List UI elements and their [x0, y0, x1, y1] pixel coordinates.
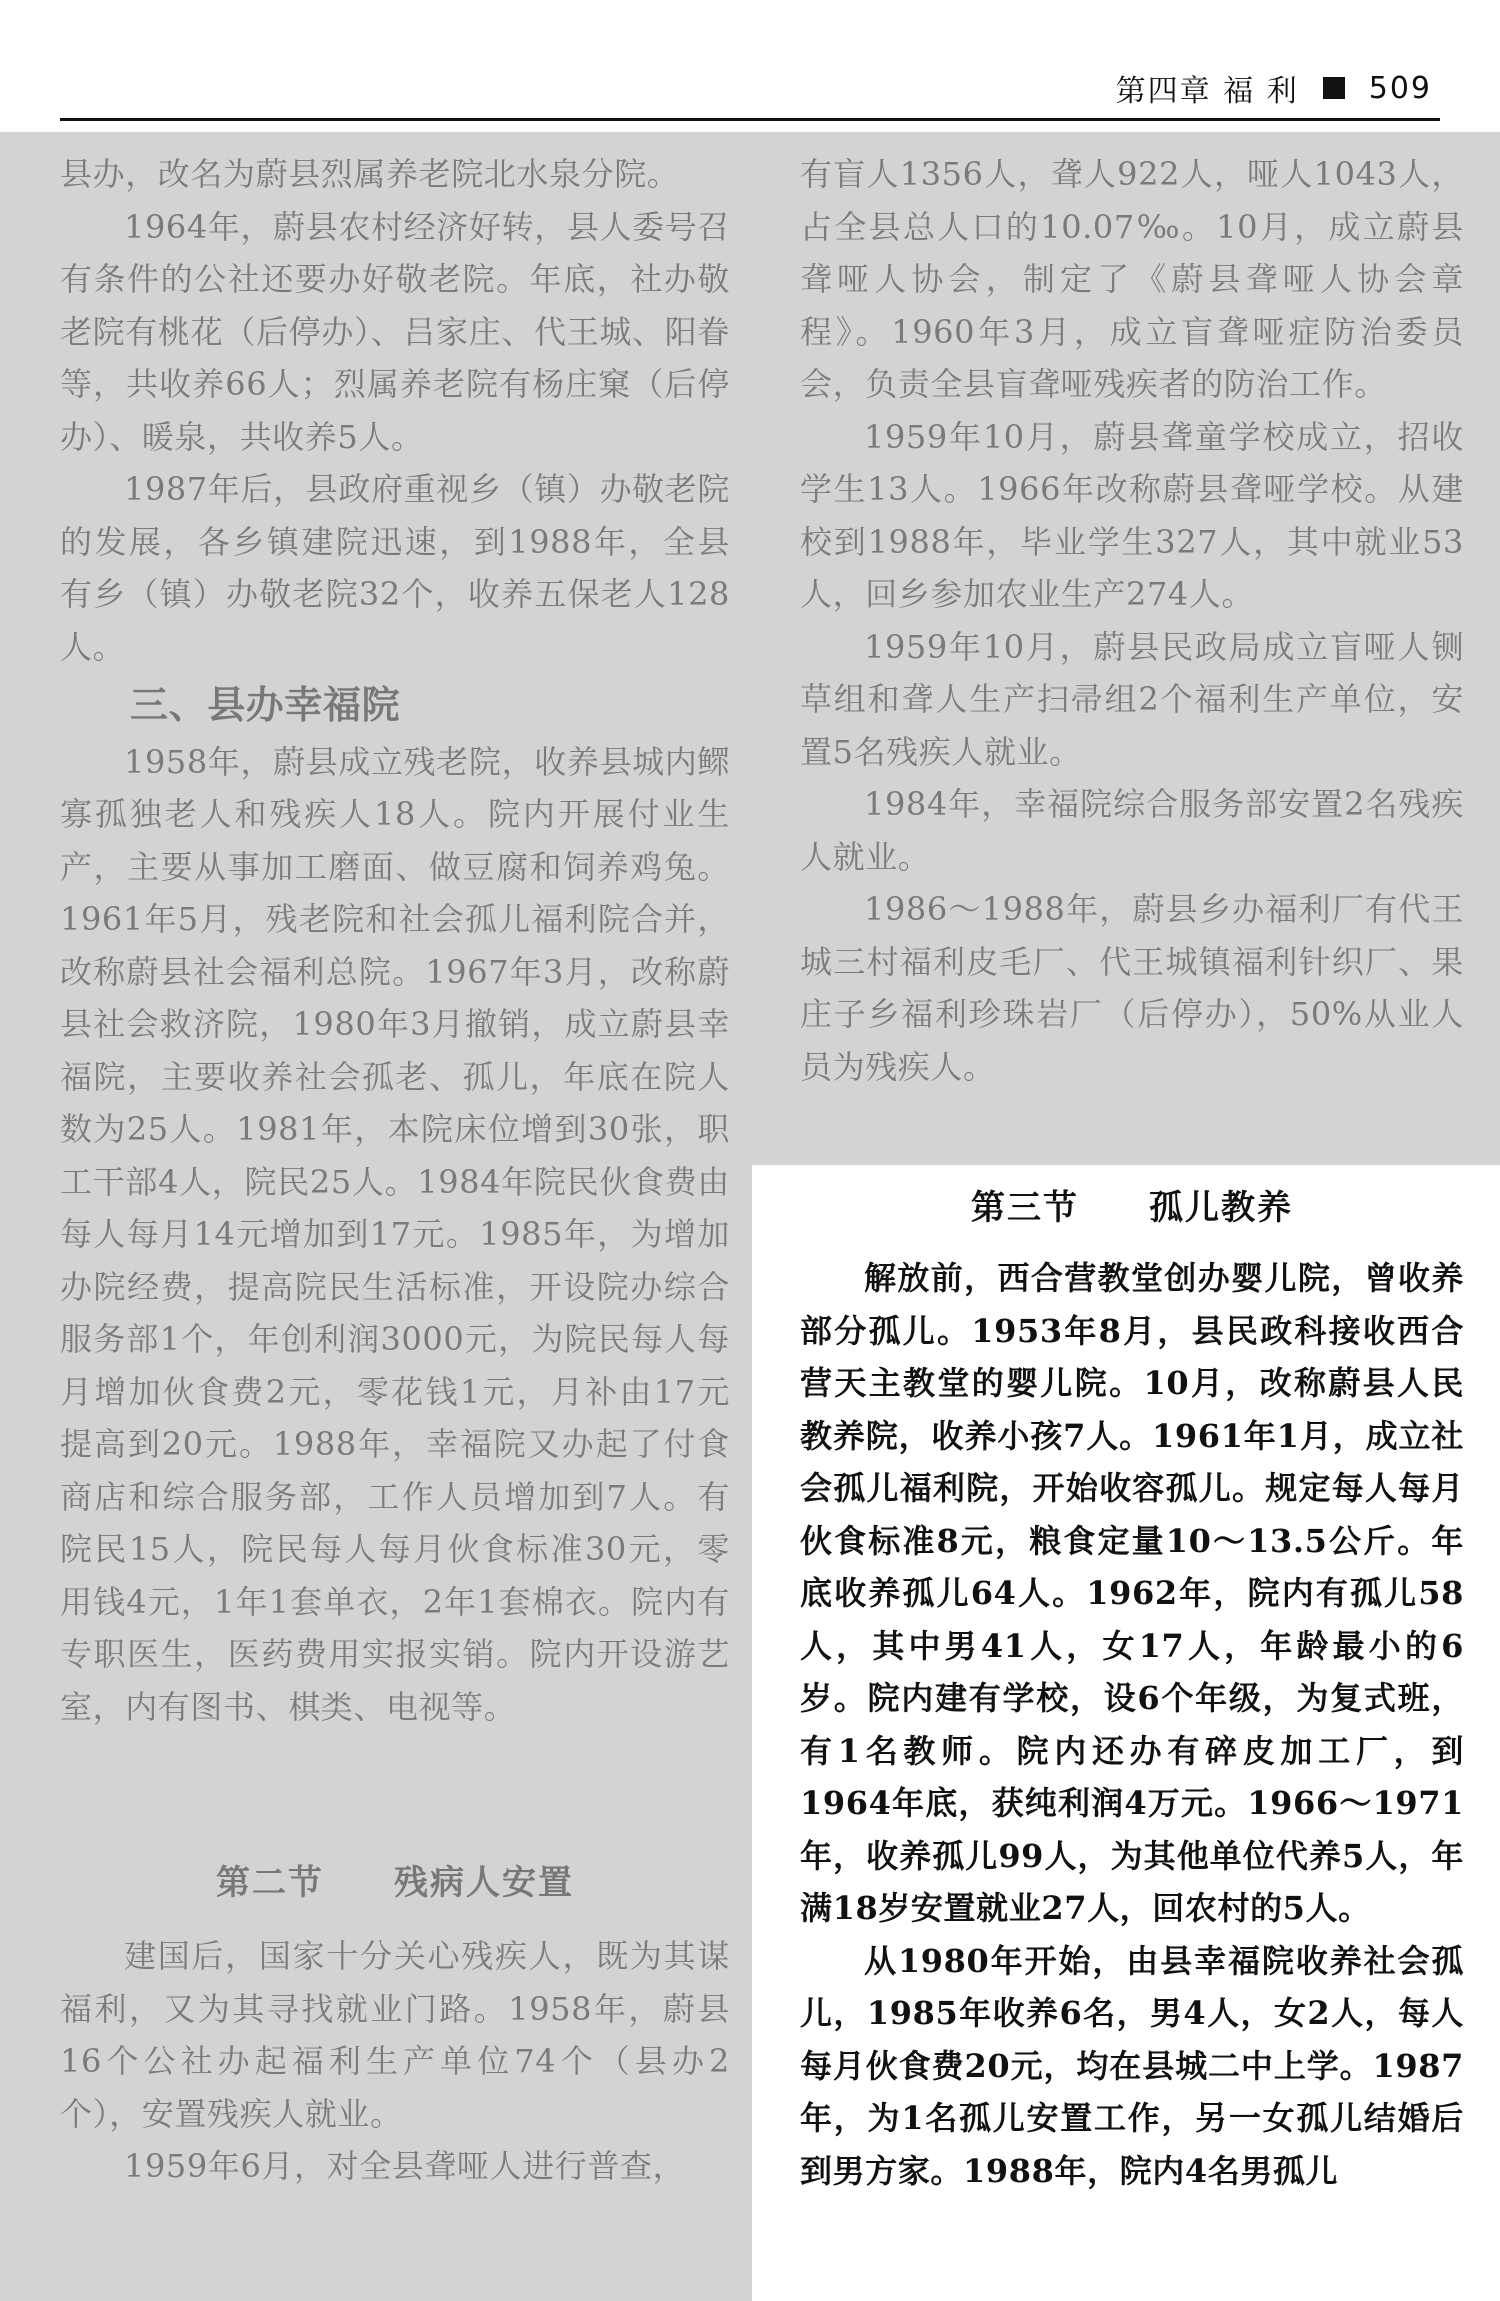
paragraph: 1986～1988年，蔚县乡办福利厂有代王城三村福利皮毛厂、代王城镇福利针织厂、果庄子乡福利珍珠岩厂（后停办），50%从业人员为残疾人。 [800, 890, 1464, 1086]
paragraph: 建国后，国家十分关心残疾人，既为其谋福利，又为其寻找就业门路。1958年，蔚县16个公社办起福利生产单位74个（县办2个），安置残疾人就业。 [60, 1937, 730, 2133]
section-number: 第三节 [971, 1188, 1079, 1228]
page-header [0, 0, 1500, 132]
section-name: 孤儿教养 [1149, 1188, 1293, 1228]
paragraph: 1964年，蔚县农村经济好转，县人委号召有条件的公社还要办好敬老院。年底，社办敬老院有桃花（后停办）、吕家庄、代王城、阳眷等，共收养66人；烈属养老院有杨庄窠（后停办）、暖泉，共收养5人。 [60, 207, 730, 456]
paragraph: 1958年，蔚县成立残老院，收养县城内鳏寡孤独老人和残疾人18人。院内开展付业生产，主要从事加工磨面、做豆腐和饲养鸡兔。1961年5月，残老院和社会孤儿福利院合并，改称蔚县社会福利总院。1967年3月，改称蔚县社会救济院，1980年3月撤销，成立蔚县幸福院，主要收养社会孤老、孤儿，年底在院人数为25人。1981年，本院床位增到30张，职工干部4人，院民25人。1984年院民伙食费由每人每月14元增加到17元。1985年，为增加办院经费，提高院民生活标准，开设院办综合服务部1个，年创利润3000元，为院民每人每月增加伙食费2元，零花钱1元，月补由17元提高到20元。1988年，幸福院又办起了付食商店和综合服务部，工作人员增加到7人。有院民15人，院民每人每月伙食标准30元，零用钱4元，1年1套单衣，2年1套棉衣。院内有专职医生，医药费用实报实销。院内开设游艺室，内有图书、棋类、电视等。 [60, 742, 730, 1726]
right-column-top [800, 148, 1464, 1093]
section-title [800, 1180, 1464, 1229]
paragraph: 1959年10月，蔚县民政局成立盲哑人铡草组和聋人生产扫帚组2个福利生产单位，安置5名残疾人就业。 [800, 627, 1464, 771]
left-column [60, 148, 730, 1733]
paragraph: 1959年6月，对全县聋哑人进行普查， [124, 2147, 686, 2185]
right-column-bottom [800, 1252, 1464, 2197]
header-rule [60, 118, 1440, 121]
paragraph: 从1980年开始，由县幸福院收养社会孤儿，1985年收养6名，男4人，女2人，每人每月伙食费20元，均在县城二中上学。1987年，为1名孤儿安置工作，另一女孤儿结婚后到男方家。1988年，院内4名男孤儿 [800, 1941, 1464, 2190]
paragraph: 1984年，幸福院综合服务部安置2名残疾人就业。 [800, 785, 1464, 876]
chapter-title: 第四章 福 利 [1115, 74, 1299, 109]
left-column-bottom [60, 1930, 730, 2193]
paragraph: 有盲人1356人，聋人922人，哑人1043人，占全县总人口的10.07‰。10月，成立蔚县聋哑人协会，制定了《蔚县聋哑人协会章程》。1960年3月，成立盲聋哑症防治委员会，负责全县盲聋哑残疾者的防治工作。 [800, 155, 1464, 403]
section-name: 残病人安置 [394, 1863, 574, 1903]
running-head [1116, 66, 1432, 110]
subheading: 三、县办幸福院 [130, 683, 401, 727]
paragraph: 解放前，西合营教堂创办婴儿院，曾收养部分孤儿。1953年8月，县民政科接收西合营天主教堂的婴儿院。10月，改称蔚县人民教养院，收养小孩7人。1961年1月，成立社会孤儿福利院，开始收容孤儿。规定每人每月伙食标准8元，粮食定量10～13.5公斤。年底收养孤儿64人。1962年，院内有孤儿58人，其中男41人，女17人，年龄最小的6岁。院内建有学校，设6个年级，为复式班，有1名教师。院内还办有碎皮加工厂，到1964年底，获纯利润4万元。1966～1971年，收养孤儿99人，为其他单位代养5人，年满18岁安置就业27人，回农村的5人。 [800, 1259, 1464, 1927]
paragraph: 县办，改名为蔚县烈属养老院北水泉分院。 [60, 155, 680, 193]
paragraph: 1987年后，县政府重视乡（镇）办敬老院的发展，各乡镇建院迅速，到1988年，全县有乡（镇）办敬老院32个，收养五保老人128人。 [60, 470, 730, 666]
page-number: 509 [1368, 70, 1432, 106]
paragraph: 1959年10月，蔚县聋童学校成立，招收学生13人。1966年改称蔚县聋哑学校。从建校到1988年，毕业学生327人，其中就业53人，回乡参加农业生产274人。 [800, 417, 1464, 613]
section-title [60, 1855, 730, 1904]
square-bullet-icon [1323, 77, 1345, 99]
section-number: 第二节 [216, 1863, 324, 1903]
